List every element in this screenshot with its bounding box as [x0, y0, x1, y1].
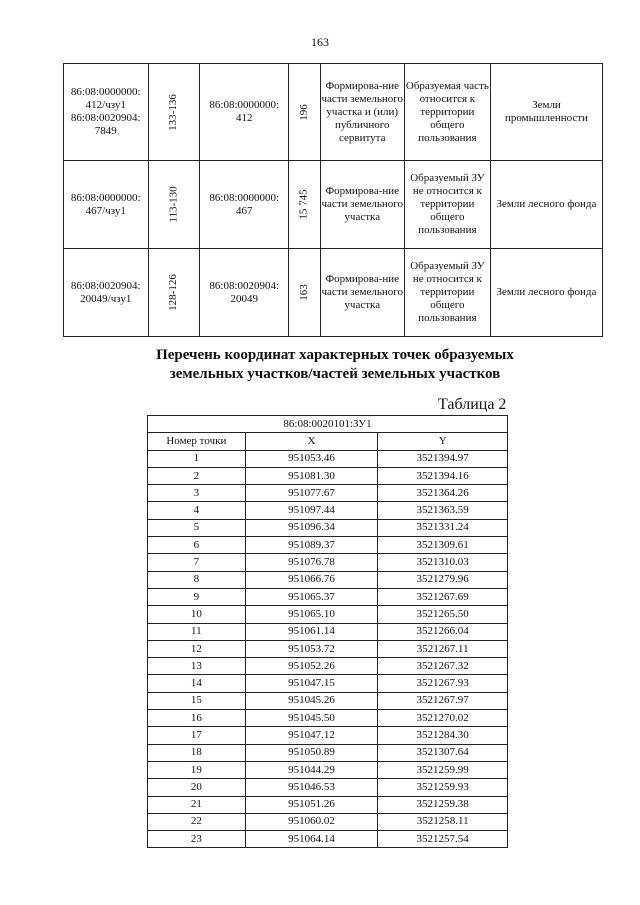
y-coordinate: 3521259.38 [378, 796, 508, 813]
section-heading: Перечень координат характерных точек образуемых земельных участков/частей земельных участков [156, 347, 514, 382]
x-coordinate: 951046.53 [245, 779, 378, 796]
header-point-number: Номер точки [148, 433, 246, 450]
public-use-relation: Образуемая часть относится к территории общего пользования [405, 79, 489, 144]
table-row [148, 779, 508, 796]
land-category: Земли лесного фонда [496, 286, 597, 298]
point-number: 23 [148, 831, 246, 848]
table-row [148, 571, 508, 588]
source-parcel-id-cell [200, 249, 289, 337]
new-parcel-id-cell [64, 161, 149, 249]
formation-method: Формирова-ние части земельного участка и (или) публичного сервитута [321, 79, 403, 144]
public-use-relation-cell [404, 249, 490, 337]
table-row [148, 485, 508, 502]
point-number: 3 [148, 485, 246, 502]
x-coordinate: 951060.02 [245, 813, 378, 830]
point-number: 4 [148, 502, 246, 519]
area-cell [289, 249, 320, 337]
x-coordinate: 951061.14 [245, 623, 378, 640]
y-coordinate: 3521267.32 [378, 658, 508, 675]
table-row [148, 640, 508, 657]
y-coordinate: 3521267.97 [378, 692, 508, 709]
point-number: 19 [148, 761, 246, 778]
y-coordinate: 3521394.16 [378, 467, 508, 484]
coordinates-table [147, 415, 508, 848]
formation-method-cell [320, 161, 404, 249]
x-coordinate: 951064.14 [245, 831, 378, 848]
point-number: 7 [148, 554, 246, 571]
point-number: 10 [148, 606, 246, 623]
source-parcel-id-cell [200, 161, 289, 249]
table-row [148, 554, 508, 571]
y-coordinate: 3521266.04 [378, 623, 508, 640]
x-coordinate: 951066.76 [245, 571, 378, 588]
formation-method-cell [320, 64, 404, 161]
table-row [148, 831, 508, 848]
table-row [64, 64, 603, 161]
table-row [148, 813, 508, 830]
table-row [148, 692, 508, 709]
y-coordinate: 3521284.30 [378, 727, 508, 744]
x-coordinate: 951045.50 [245, 710, 378, 727]
page-number: 163 [311, 35, 329, 49]
point-range-cell [148, 64, 200, 161]
point-range: 133-136 [167, 93, 180, 131]
y-coordinate: 3521309.61 [378, 537, 508, 554]
public-use-relation-cell [404, 64, 490, 161]
table-row [148, 710, 508, 727]
x-coordinate: 951047.15 [245, 675, 378, 692]
y-coordinate: 3521259.93 [378, 779, 508, 796]
point-number: 12 [148, 640, 246, 657]
point-number: 8 [148, 571, 246, 588]
y-coordinate: 3521267.93 [378, 675, 508, 692]
x-coordinate: 951065.37 [245, 588, 378, 605]
table-row [148, 502, 508, 519]
point-number: 9 [148, 588, 246, 605]
point-number: 16 [148, 710, 246, 727]
point-number: 17 [148, 727, 246, 744]
new-parcel-id-cell [64, 64, 149, 161]
table-caption: Таблица 2 [438, 396, 507, 413]
point-number: 22 [148, 813, 246, 830]
point-range-cell [148, 161, 200, 249]
point-number: 6 [148, 537, 246, 554]
x-coordinate: 951045.26 [245, 692, 378, 709]
public-use-relation-cell [404, 161, 490, 249]
source-parcel-id: 86:08:0020904: 20049 [209, 279, 280, 305]
point-number: 15 [148, 692, 246, 709]
y-coordinate: 3521267.11 [378, 640, 508, 657]
y-coordinate: 3521270.02 [378, 710, 508, 727]
point-range: 113-130 [167, 186, 180, 223]
area-cell [289, 161, 320, 249]
land-parts-table [63, 63, 603, 337]
public-use-relation: Образуемый ЗУ не относится к территории общего пользования [410, 172, 485, 236]
y-coordinate: 3521331.24 [378, 519, 508, 536]
parcel-id: 86:08:0020101:ЗУ1 [148, 416, 508, 433]
new-parcel-id-cell [64, 249, 149, 337]
area: 196 [298, 103, 311, 121]
source-parcel-id-cell [200, 64, 289, 161]
point-number: 13 [148, 658, 246, 675]
table-row [64, 249, 603, 337]
x-coordinate: 951065.10 [245, 606, 378, 623]
table-row [148, 467, 508, 484]
formation-method: Формирова-ние части земельного участка [321, 185, 403, 223]
header-x: X [245, 433, 378, 450]
y-coordinate: 3521279.96 [378, 571, 508, 588]
x-coordinate: 951051.26 [245, 796, 378, 813]
new-parcel-id: 86:08:0020904: 20049/чзу1 [70, 279, 141, 305]
point-number: 18 [148, 744, 246, 761]
new-parcel-id: 86:08:0000000: 412/чзу1 86:08:0020904: 7849 [70, 86, 141, 137]
land-category-cell [490, 161, 602, 249]
x-coordinate: 951077.67 [245, 485, 378, 502]
x-coordinate: 951097.44 [245, 502, 378, 519]
point-number: 1 [148, 450, 246, 467]
land-category: Земли лесного фонда [496, 198, 597, 210]
table-row [148, 761, 508, 778]
y-coordinate: 3521258.11 [378, 813, 508, 830]
table-row [148, 606, 508, 623]
formation-method-cell [320, 249, 404, 337]
area: 15 745 [298, 189, 311, 220]
table-row [148, 588, 508, 605]
x-coordinate: 951052.26 [245, 658, 378, 675]
y-coordinate: 3521267.69 [378, 588, 508, 605]
y-coordinate: 3521257.54 [378, 831, 508, 848]
table-row [148, 450, 508, 467]
y-coordinate: 3521307.64 [378, 744, 508, 761]
point-range: 128-126 [167, 274, 180, 311]
point-number: 21 [148, 796, 246, 813]
table-row [148, 675, 508, 692]
table-row [148, 744, 508, 761]
table-row [148, 519, 508, 536]
table-row [148, 727, 508, 744]
land-category: Земли промышленности [504, 99, 588, 124]
formation-method: Формирова-ние части земельного участка [321, 273, 403, 311]
land-category-cell [490, 64, 602, 161]
table-row [64, 161, 603, 249]
point-number: 5 [148, 519, 246, 536]
table-row [148, 623, 508, 640]
x-coordinate: 951096.34 [245, 519, 378, 536]
point-number: 11 [148, 623, 246, 640]
point-range-cell [148, 249, 200, 337]
land-category-cell [490, 249, 602, 337]
table-header-row [148, 433, 508, 450]
point-number: 14 [148, 675, 246, 692]
x-coordinate: 951053.46 [245, 450, 378, 467]
public-use-relation: Образуемый ЗУ не относится к территории общего пользования [410, 260, 485, 324]
table-row [148, 537, 508, 554]
x-coordinate: 951044.29 [245, 761, 378, 778]
y-coordinate: 3521363.59 [378, 502, 508, 519]
area: 163 [298, 284, 311, 301]
y-coordinate: 3521364.26 [378, 485, 508, 502]
table-row [148, 658, 508, 675]
x-coordinate: 951053.72 [245, 640, 378, 657]
header-y: Y [378, 433, 508, 450]
y-coordinate: 3521259.99 [378, 761, 508, 778]
table-title-row [148, 416, 508, 433]
source-parcel-id: 86:08:0000000: 467 [209, 191, 280, 217]
area-cell [289, 64, 320, 161]
point-number: 20 [148, 779, 246, 796]
y-coordinate: 3521310.03 [378, 554, 508, 571]
x-coordinate: 951050.89 [245, 744, 378, 761]
x-coordinate: 951089.37 [245, 537, 378, 554]
new-parcel-id: 86:08:0000000: 467/чзу1 [70, 191, 141, 217]
point-number: 2 [148, 467, 246, 484]
x-coordinate: 951047.12 [245, 727, 378, 744]
y-coordinate: 3521265.50 [378, 606, 508, 623]
y-coordinate: 3521394.97 [378, 450, 508, 467]
x-coordinate: 951076.78 [245, 554, 378, 571]
source-parcel-id: 86:08:0000000: 412 [209, 99, 280, 124]
table-row [148, 796, 508, 813]
x-coordinate: 951081.30 [245, 467, 378, 484]
